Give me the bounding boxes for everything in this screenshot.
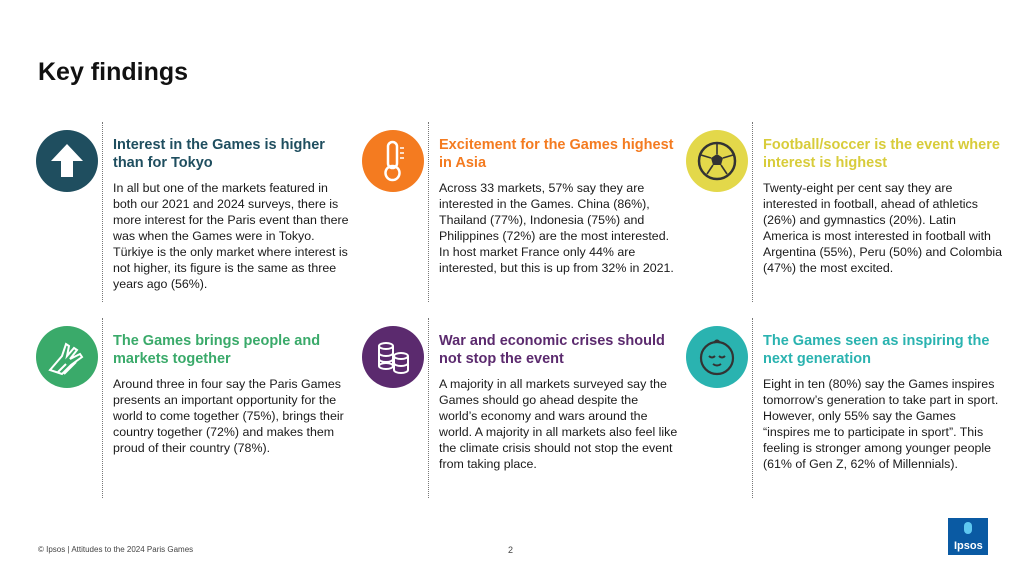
page-number: 2 bbox=[508, 545, 514, 555]
coins-icon bbox=[362, 326, 424, 388]
hands-icon bbox=[36, 326, 98, 388]
finding-body: Across 33 markets, 57% say they are interested in the Games. China (86%), Thailand (77%), Indonesia (75%) and Philippines (72%) are the most interested. In host market France only 44% are interested, but this is up from 32% in 2021. bbox=[439, 181, 674, 275]
thermometer-icon bbox=[362, 130, 424, 192]
divider bbox=[752, 122, 753, 302]
soccer-ball-icon bbox=[686, 130, 748, 192]
finding-card-together bbox=[36, 318, 346, 498]
finding-heading: The Games brings people and markets together bbox=[113, 333, 321, 367]
divider bbox=[752, 318, 753, 498]
finding-card-crises bbox=[362, 318, 678, 498]
divider bbox=[428, 122, 429, 302]
finding-heading: War and economic crises should not stop the event bbox=[439, 333, 665, 367]
page-title: Key findings bbox=[38, 58, 189, 86]
finding-body: In all but one of the markets featured in both our 2021 and 2024 surveys, there is more interest for the Paris event than there was when the Games were in Tokyo. Türkiye is the only market where interest is not higher, its figure is the same as three years ago (56%). bbox=[113, 181, 349, 291]
finding-card-asia bbox=[362, 122, 672, 302]
finding-heading: The Games seen as inspiring the next generation bbox=[763, 333, 990, 367]
finding-card-football bbox=[686, 122, 1002, 302]
logo-text: Ipsos bbox=[954, 540, 983, 552]
divider bbox=[428, 318, 429, 498]
divider bbox=[102, 318, 103, 498]
finding-body: Around three in four say the Paris Games presents an important opportunity for the world to come together (75%), brings their country together (72%) and makes them proud of their country (78%). bbox=[113, 377, 344, 455]
footer-text: © Ipsos | Attitudes to the 2024 Paris Games bbox=[38, 545, 194, 554]
logo-mark-icon bbox=[964, 522, 972, 534]
finding-body: Twenty-eight per cent say they are interested in football, ahead of athletics (26%) and gymnastics (20%). Latin America is most interested in football with Argentina (55%), Peru (50%) and Colombia (47%) the most excited. bbox=[763, 181, 1002, 275]
ipsos-logo bbox=[948, 518, 988, 555]
finding-heading: Excitement for the Games highest in Asia bbox=[439, 137, 674, 171]
arrow-up-icon bbox=[36, 130, 98, 192]
finding-card-generation bbox=[686, 318, 999, 498]
finding-heading: Interest in the Games is higher than for Tokyo bbox=[113, 137, 325, 171]
finding-body: A majority in all markets surveyed say the Games should go ahead despite the world’s economy and wars around the world. A majority in all markets also feel like the climate crisis should not stop the event from taking place. bbox=[439, 377, 678, 471]
baby-face-icon bbox=[686, 326, 748, 388]
finding-card-tokyo bbox=[36, 122, 349, 302]
finding-heading: Football/soccer is the event where interest is highest bbox=[763, 137, 1000, 171]
finding-body: Eight in ten (80%) say the Games inspires tomorrow’s generation to take part in sport. However, only 55% say the Games “inspires me to participate in sport”. This feeling is stronger among younger people (61% of Gen Z, 62% of Millennials). bbox=[763, 377, 999, 471]
divider bbox=[102, 122, 103, 302]
